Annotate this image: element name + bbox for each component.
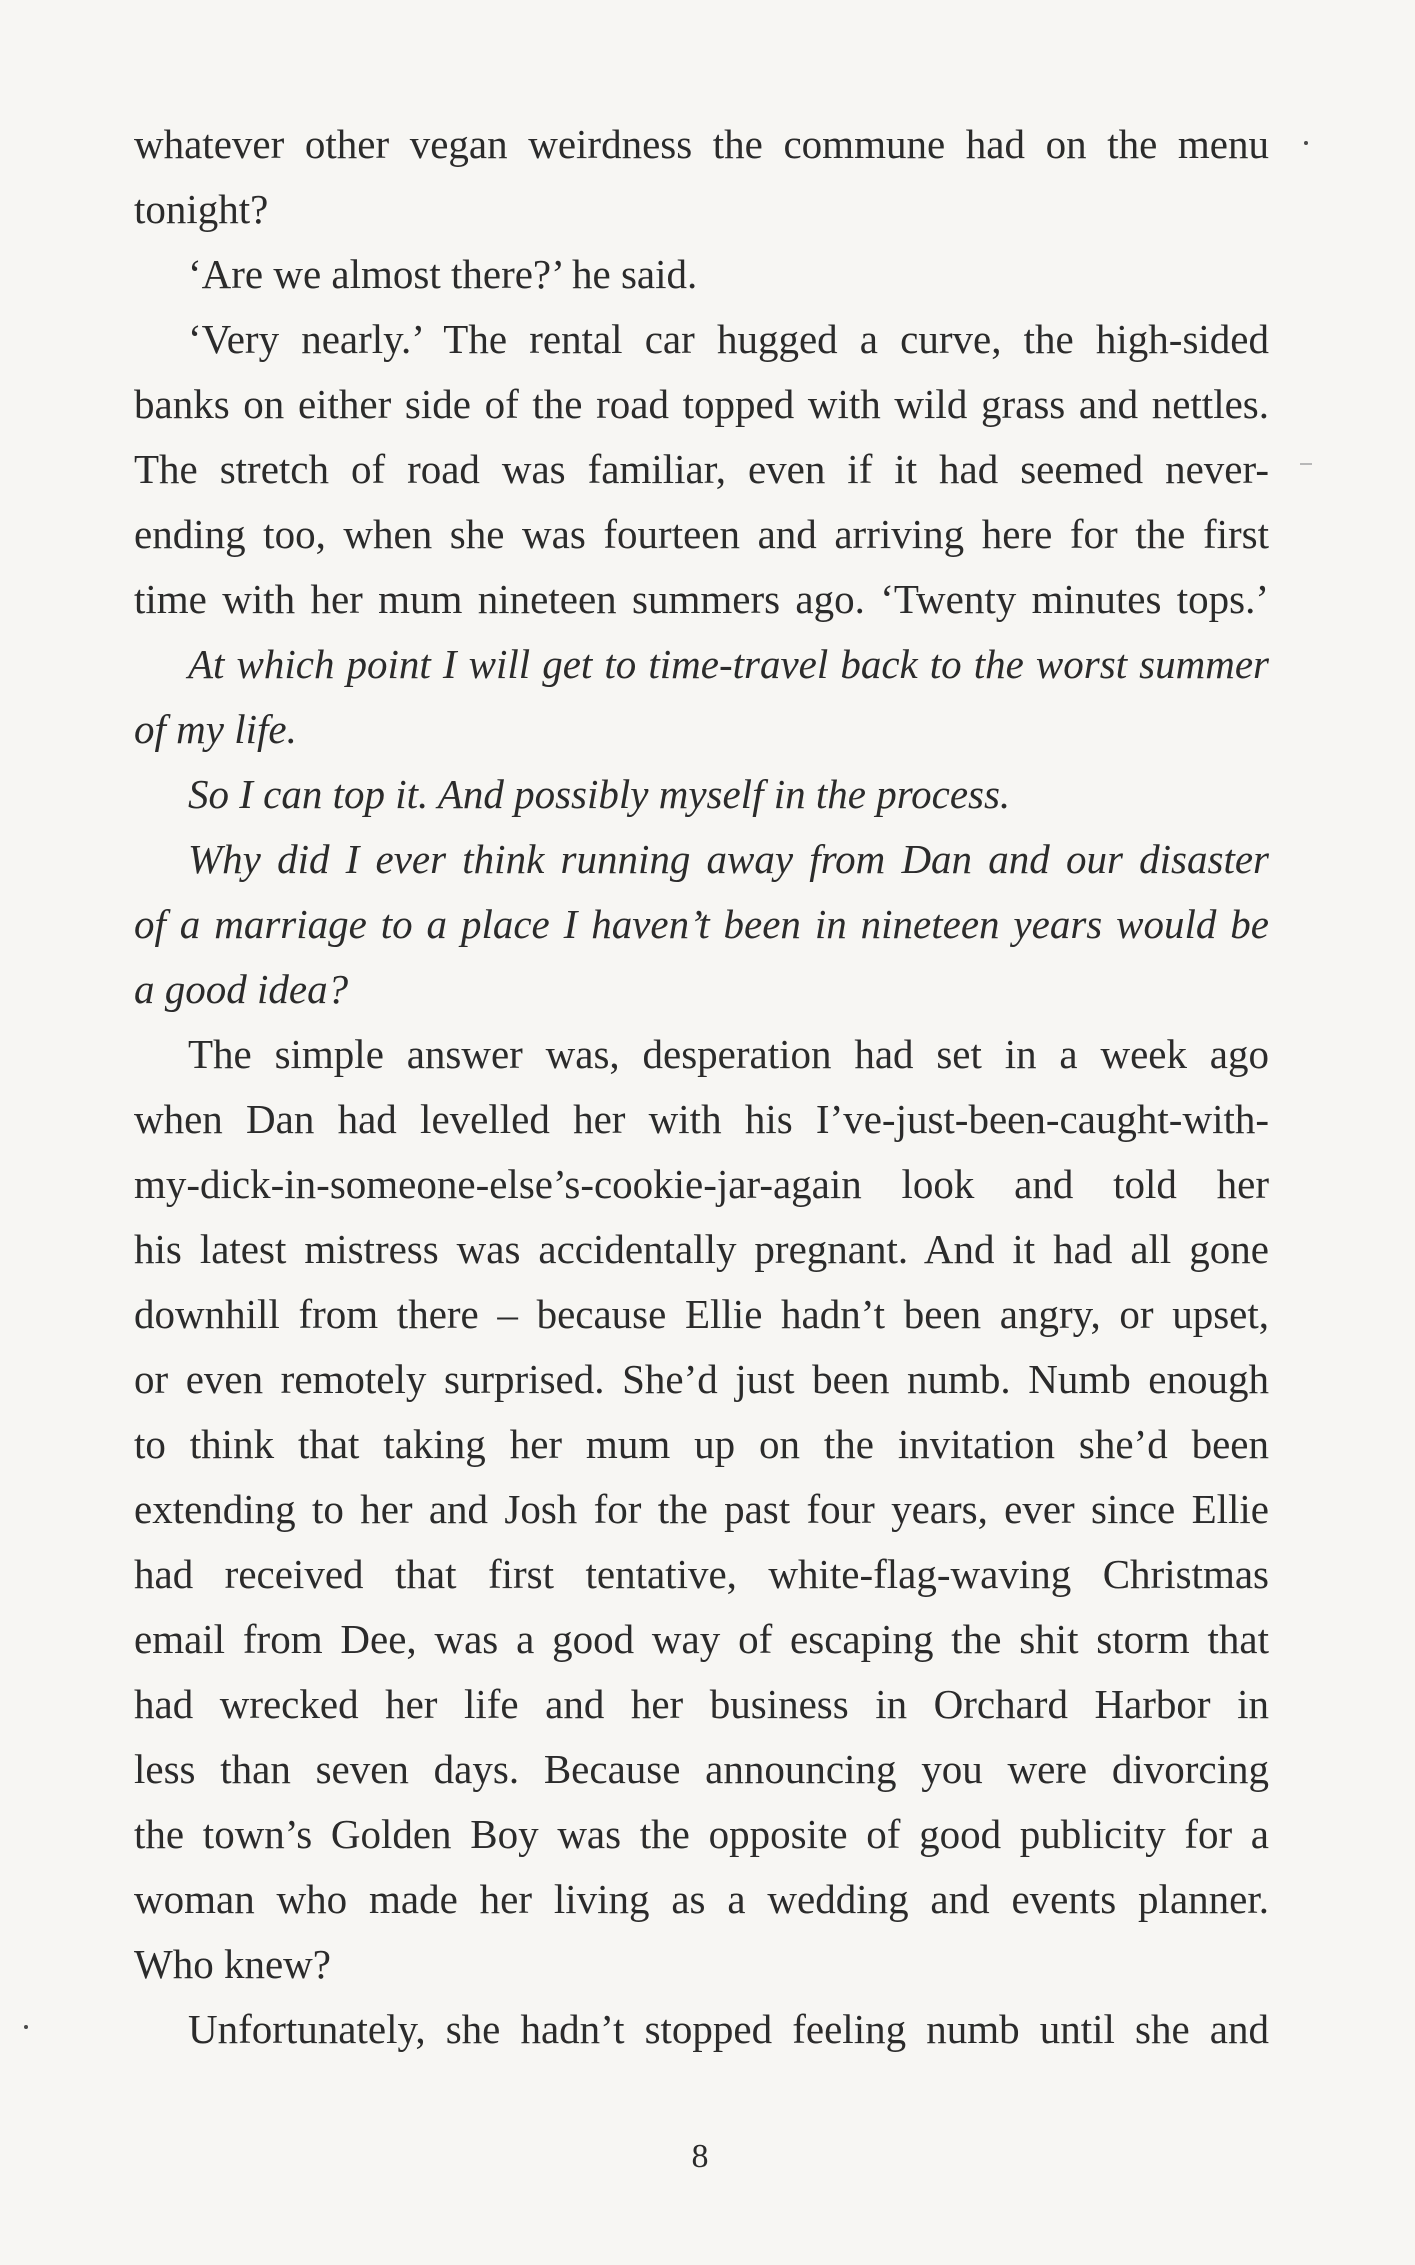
page-text — [134, 112, 1269, 2062]
text-line: when Dan had levelled her with his I’ve-just-been-caught-with- — [134, 1096, 1269, 1142]
text-line: The stretch of road was familiar, even if it had seemed never- — [134, 446, 1269, 492]
text-line: banks on either side of the road topped with wild grass and nettles. — [134, 381, 1269, 427]
text-line: woman who made her living as a wedding and events planner. — [134, 1876, 1269, 1922]
text-line: ending too, when she was fourteen and arriving here for the first — [134, 511, 1269, 557]
text-line: email from Dee, was a good way of escaping the shit storm that — [134, 1616, 1269, 1662]
text-line: his latest mistress was accidentally pregnant. And it had all gone — [134, 1226, 1269, 1272]
text-line: downhill from there – because Ellie hadn’t been angry, or upset, — [134, 1291, 1269, 1337]
text-line: Unfortunately, she hadn’t stopped feeling numb until she and — [188, 2006, 1269, 2052]
italic-text-line: a good idea? — [134, 966, 349, 1012]
text-line: ‘Very nearly.’ The rental car hugged a curve, the high-sided — [188, 316, 1269, 362]
print-mark — [1300, 463, 1312, 465]
text-line: extending to her and Josh for the past four years, ever since Ellie — [134, 1486, 1269, 1532]
print-speck — [24, 2025, 28, 2029]
italic-text-line: At which point I will get to time-travel back to the worst summer — [188, 641, 1269, 687]
text-line: tonight? — [134, 186, 269, 232]
italic-text-line: of a marriage to a place I haven’t been in nineteen years would be — [134, 901, 1269, 947]
text-line: less than seven days. Because announcing you were divorcing — [134, 1746, 1269, 1792]
text-line: ‘Are we almost there?’ he said. — [188, 251, 698, 297]
text-line: to think that taking her mum up on the invitation she’d been — [134, 1421, 1269, 1467]
text-line: had received that first tentative, white-flag-waving Christmas — [134, 1551, 1269, 1597]
text-line: time with her mum nineteen summers ago. ‘Twenty minutes tops.’ — [134, 576, 1269, 622]
italic-text-line: So I can top it. And possibly myself in the process. — [188, 771, 1011, 817]
text-line: The simple answer was, desperation had set in a week ago — [188, 1031, 1269, 1077]
text-line: had wrecked her life and her business in Orchard Harbor in — [134, 1681, 1269, 1727]
print-speck — [1304, 141, 1308, 145]
text-line: Who knew? — [134, 1941, 331, 1987]
text-line: my-dick-in-someone-else’s-cookie-jar-again look and told her — [134, 1161, 1269, 1207]
page-number: 8 — [691, 2138, 709, 2175]
italic-text-line: Why did I ever think running away from Dan and our disaster — [188, 836, 1269, 882]
text-line: or even remotely surprised. She’d just been numb. Numb enough — [134, 1356, 1269, 1402]
text-line: the town’s Golden Boy was the opposite of good publicity for a — [134, 1811, 1269, 1857]
text-line: whatever other vegan weirdness the commune had on the menu — [134, 121, 1269, 167]
italic-text-line: of my life. — [134, 706, 297, 752]
